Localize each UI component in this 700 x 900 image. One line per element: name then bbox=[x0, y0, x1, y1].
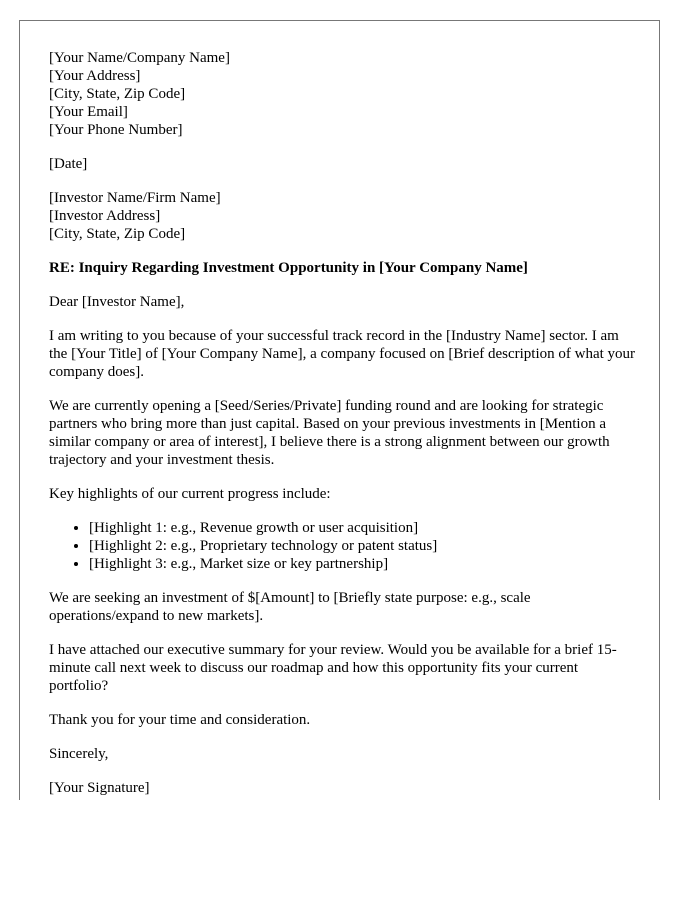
sender-email: [Your Email] bbox=[49, 104, 128, 120]
subject-line: RE: Inquiry Regarding Investment Opportunity in [Your Company Name] bbox=[49, 260, 528, 276]
sender-block bbox=[49, 49, 637, 139]
highlight-item: • [Highlight 1: e.g., Revenue growth or user acquisition] bbox=[89, 519, 637, 537]
sender-phone: [Your Phone Number] bbox=[49, 122, 183, 138]
recipient-address: [Investor Address] bbox=[49, 208, 161, 224]
letter-page bbox=[19, 20, 660, 800]
sender-name: [Your Name/Company Name] bbox=[49, 50, 230, 66]
closing: Sincerely, bbox=[49, 746, 109, 762]
signature: [Your Signature] bbox=[49, 780, 150, 796]
recipient-block bbox=[49, 189, 637, 243]
recipient-name: [Investor Name/Firm Name] bbox=[49, 190, 221, 206]
highlight-item: • [Highlight 2: e.g., Proprietary technology or patent status] bbox=[89, 537, 637, 555]
highlights-intro: Key highlights of our current progress include: bbox=[49, 486, 331, 502]
thanks-paragraph: Thank you for your time and consideration. bbox=[49, 712, 311, 728]
investment-paragraph: We are seeking an investment of $[Amount] to [Briefly state purpose: e.g., scale operations/expand to new markets]. bbox=[49, 590, 531, 624]
intro-paragraph: I am writing to you because of your successful track record in the [Industry Name] sector. I am the [Your Title] of [Your Company Name], a company focused on [Brief description of what your company does]. bbox=[49, 328, 636, 380]
letter-content bbox=[49, 49, 637, 800]
sender-city-state-zip: [City, State, Zip Code] bbox=[49, 86, 186, 102]
letter-date: [Date] bbox=[49, 156, 88, 172]
salutation: Dear [Investor Name], bbox=[49, 294, 185, 310]
sender-address: [Your Address] bbox=[49, 68, 141, 84]
funding-paragraph: We are currently opening a [Seed/Series/Private] funding round and are looking for strategic partners who bring more than just capital. Based on your previous investments in [Mention a similar company or area of interest], I believe there is a strong alignment between our growth trajectory and your investment thesis. bbox=[49, 398, 610, 468]
date-block bbox=[49, 155, 637, 173]
highlight-item: • [Highlight 3: e.g., Market size or key partnership] bbox=[89, 555, 637, 573]
attachment-paragraph: I have attached our executive summary for your review. Would you be available for a brief 15-minute call next week to discuss our roadmap and how this opportunity fits your current portfolio? bbox=[49, 642, 617, 694]
highlights-list bbox=[49, 519, 637, 573]
recipient-city-state-zip: [City, State, Zip Code] bbox=[49, 226, 186, 242]
